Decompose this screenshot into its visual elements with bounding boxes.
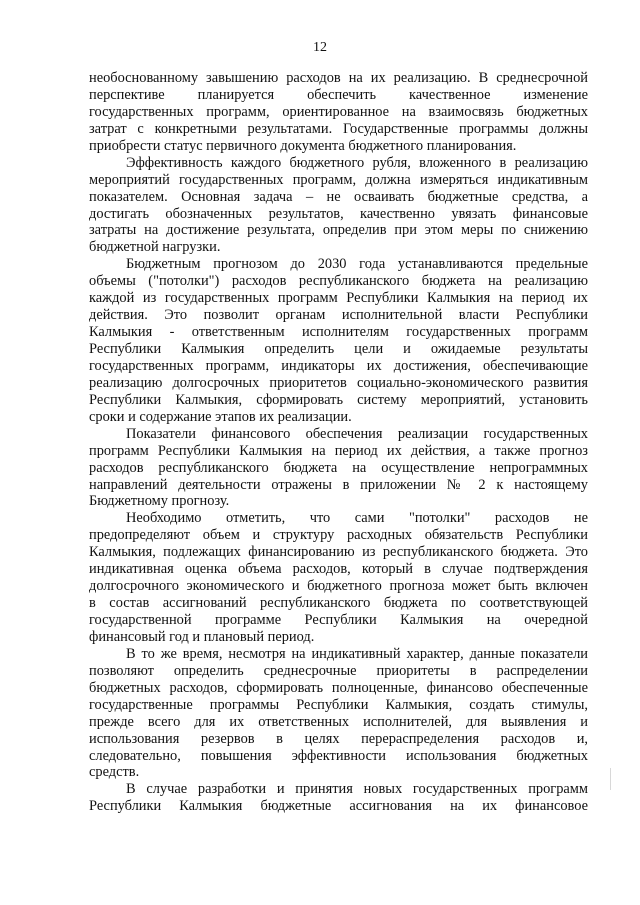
text-line: средств.: [89, 764, 140, 781]
text-line: В случае разработки и принятия новых государственных программ: [126, 781, 588, 798]
text-line: следовательно, повышения эффективности использования бюджетных: [89, 747, 588, 764]
text-line: Показатели финансового обеспечения реализации государственных: [126, 425, 588, 442]
text-line: Калмыкия - ответственным исполнителям государственных программ: [89, 324, 588, 341]
text-line: расходов республиканского бюджета на осуществление непрограммных: [89, 459, 588, 476]
text-line: объемы ("потолки") расходов республиканского бюджета на реализацию: [89, 273, 588, 290]
paragraph: [89, 70, 588, 155]
paragraph: [89, 155, 588, 257]
text-line: долгосрочного экономического и бюджетного прогноза может быть включен: [89, 578, 588, 595]
body-text: [89, 70, 588, 815]
text-line: реализацию долгосрочных приоритетов социально-экономического развития: [89, 374, 588, 391]
text-line: В то же время, несмотря на индикативный характер, данные показатели: [126, 645, 588, 662]
text-line: Необходимо отметить, что сами "потолки" расходов не: [126, 510, 588, 527]
text-line: действия. Это позволит органам исполнительной власти Республики: [89, 307, 588, 324]
text-line: сроки и содержание этапов их реализации.: [89, 408, 352, 425]
text-line: государственной программе Республики Калмыкия на очередной: [89, 612, 588, 628]
page-number: 12: [313, 40, 327, 55]
text-line: государственных программ, ориентированное на взаимосвязь бюджетных: [89, 103, 588, 120]
text-line: индикативная оценка объема расходов, который в случае подтверждения: [89, 561, 588, 578]
text-line: перспективе планируется обеспечить качественное изменение: [89, 86, 588, 103]
text-line: предопределяют объем и структуру расходных обязательств Республики: [89, 527, 588, 544]
text-line: показателем. Основная задача – не осваивать бюджетные средства, а: [89, 188, 588, 205]
text-line: достигать обозначенных результатов, качественно увязать финансовые: [89, 205, 588, 222]
text-line: необоснованному завышению расходов на их реализацию. В среднесрочной: [89, 70, 588, 86]
text-line: Республики Калмыкия определить цели и ожидаемые результаты: [89, 341, 588, 357]
text-line: Эффективность каждого бюджетного рубля, вложенного в реализацию: [126, 154, 588, 171]
paragraph: [89, 426, 588, 511]
paragraph: [89, 781, 588, 815]
text-line: государственных программ, индикаторы их достижения, обеспечивающие: [89, 357, 588, 374]
text-line: Бюджетному прогнозу.: [89, 493, 230, 510]
text-line: мероприятий государственных программ, должна измеряться индикативным: [89, 171, 588, 188]
text-line: направлений деятельности отражены в приложении № 2 к настоящему: [89, 476, 588, 493]
text-line: затрат с конкретными результатами. Государственные программы должны: [89, 120, 588, 137]
text-line: использования резервов в целях перераспределения расходов и,: [89, 730, 588, 747]
paragraph: [89, 646, 588, 782]
text-line: позволяют определить среднесрочные приоритеты в распределении: [89, 662, 588, 679]
text-line: в состав ассигнований республиканского бюджета по соответствующей: [89, 595, 588, 612]
text-line: Республики Калмыкия бюджетные ассигнования на их финансовое: [89, 798, 588, 815]
text-line: финансовый год и плановый период.: [89, 628, 315, 645]
text-line: приобрести статус первичного документа бюджетного планирования.: [89, 137, 517, 154]
text-line: государственные программы Республики Калмыкия, создать стимулы,: [89, 696, 588, 713]
paragraph: [89, 510, 588, 646]
text-line: программ Республики Калмыкия на период их действия, а также прогноз: [89, 442, 588, 459]
text-line: прежде всего для их ответственных исполнителей, для выявления и: [89, 713, 588, 730]
text-line: бюджетных расходов, сформировать полноценные, финансово обеспеченные: [89, 679, 588, 696]
text-line: затраты на достижение результата, определив при этом меры по снижению: [89, 222, 588, 239]
text-line: бюджетной нагрузки.: [89, 239, 221, 256]
paragraph: [89, 256, 588, 425]
scan-mark: [610, 768, 611, 790]
text-line: Бюджетным прогнозом до 2030 года устанавливаются предельные: [126, 256, 588, 273]
text-line: Калмыкия, подлежащих финансированию из республиканского бюджета. Это: [89, 544, 588, 561]
text-line: Республики Калмыкия, сформировать систему мероприятий, установить: [89, 391, 588, 408]
text-line: каждой из государственных программ Республики Калмыкия на период их: [89, 290, 588, 307]
